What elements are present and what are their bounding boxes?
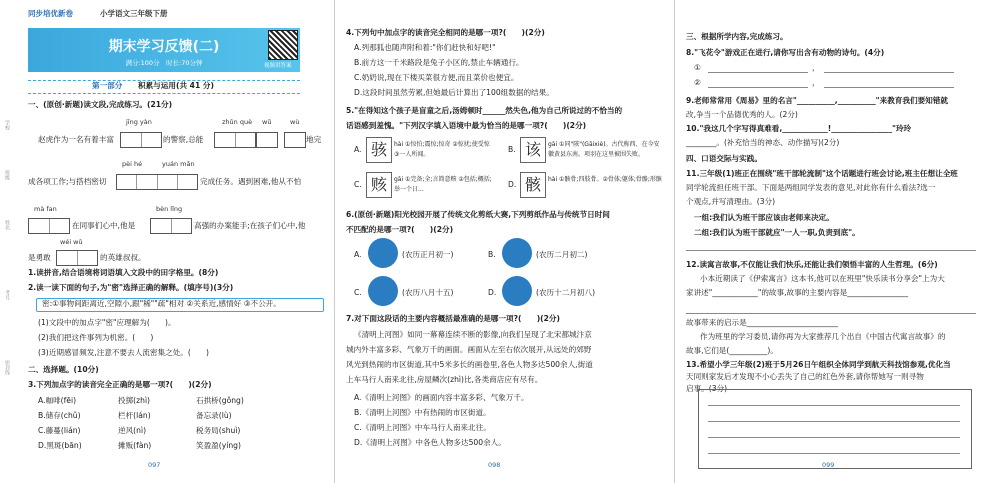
page-number: 097 xyxy=(148,461,161,469)
option-c[interactable]: C.奶奶说,现在下楼买菜很方便,而且菜价也便宜。 xyxy=(354,73,519,82)
text-line: 的英雄叔叔。 xyxy=(100,253,146,262)
notice-writing-box[interactable] xyxy=(698,389,972,469)
festival-date: (农历二月初二) xyxy=(536,250,588,259)
sub-question: (2)我们把这件事列为机密。( ) xyxy=(38,333,154,342)
option-a[interactable]: A. xyxy=(354,250,362,259)
question-1: 1.读拼音,结合语境将词语填入文段中的田字格里。(8分) xyxy=(28,268,219,277)
option-c: 税务局(shuì) xyxy=(196,426,241,435)
pinyin: yuán mǎn xyxy=(162,160,195,168)
page-divider xyxy=(674,0,675,483)
option-b[interactable]: B. xyxy=(488,250,496,259)
question-7: 7.对下面这段话的主要内容概括最准确的是哪一项?( )(2分) xyxy=(346,314,560,323)
dict-gloss: gāi ①完备;全;言简意赅 ②包括;概括;举一个日... xyxy=(394,176,492,193)
pinyin: jīng yàn xyxy=(126,118,152,126)
option-a[interactable]: A.《清明上河图》的画面内容丰富多彩、气象万千。 xyxy=(354,393,529,402)
answer-grid[interactable] xyxy=(120,132,162,148)
blank-marker: ， xyxy=(812,63,820,72)
question-11-cont: 个观点,并写清理由。(3分) xyxy=(686,197,776,206)
pinyin: zhǔn què xyxy=(222,118,253,126)
question-12-cont: 作为班里的学习委员,请你再为大家推荐几个出自《中国古代寓言故事》的 xyxy=(700,332,946,341)
question-5: 5."在得知这个孩子是盲童之后,汤姆顿时______然失色,他为自己所说过的不恰当的 xyxy=(346,106,623,115)
exam-title: 期末学习反馈(二) xyxy=(108,39,220,55)
answer-line[interactable] xyxy=(686,313,976,314)
option-c[interactable]: C.《清明上河图》中车马行人南来北往。 xyxy=(354,423,491,432)
question-12-cont: 故事带来的启示是________________________ xyxy=(686,318,838,327)
q-four-heading: 四、口语交际与实践。 xyxy=(686,154,762,163)
option-b: 备忘录(lù) xyxy=(196,411,232,420)
answer-grid[interactable] xyxy=(56,250,98,266)
option-d: 笑盈盈(yíng) xyxy=(196,441,241,450)
passage-line: 《清明上河图》如同一幕幕连续不断的影像,向我们呈现了北宋都城汴京 xyxy=(354,330,592,339)
brand: 同步培优新卷 xyxy=(28,9,73,18)
papercut-icon xyxy=(502,238,532,268)
question-13-cont: 天同则家发后才发现不小心丢失了自己的红色外套,请你帮她写一则寻物 xyxy=(686,372,924,381)
pinyin: pèi hé xyxy=(122,160,143,168)
answer-grid[interactable] xyxy=(28,218,70,234)
exam-meta: 满分:100分 时长:70分钟 xyxy=(125,59,203,67)
dict-gloss: hài ①惊怕;震惊;惊奇 ②惊扰;使受惊 ③一人所闻。 xyxy=(394,141,490,158)
qr-code-icon[interactable] xyxy=(268,30,298,60)
answer-line[interactable] xyxy=(708,87,808,88)
q-one-heading: 一、(原创·新题)读文段,完成练习。(21分) xyxy=(28,100,173,109)
question-12: 12.读寓言故事,不仅能让我们快乐,还能让我们领悟丰富的人生哲理。(6分) xyxy=(686,260,938,269)
part-label: 第一部分 xyxy=(92,81,123,90)
question-6-cont: 不匹配的是哪一项?( )(2分) xyxy=(346,225,454,234)
dict-char: 骇 xyxy=(366,137,392,163)
option-a[interactable]: A. xyxy=(354,145,362,154)
festival-date: (农历正月初一) xyxy=(402,250,454,259)
festival-date: (农历十二月初八) xyxy=(536,288,596,297)
option-d: 摊贩(fàn) xyxy=(118,441,152,450)
page-098 xyxy=(338,0,670,483)
writing-line[interactable] xyxy=(708,437,960,438)
part-title: 积累与运用(共 41 分) xyxy=(138,81,214,90)
qr-caption: 视频讲答案 xyxy=(264,63,292,69)
pinyin: wù xyxy=(290,118,300,126)
papercut-icon xyxy=(368,238,398,268)
option-b[interactable]: B.储存(chǔ) xyxy=(38,411,81,420)
sub-question: (1)文段中的加点字"密"应理解为( )。 xyxy=(38,318,176,327)
option-a: 石拱桥(gǒng) xyxy=(196,396,244,405)
question-12-cont: 家讲述"____________"的故事,故事的主要内容是________________ xyxy=(686,288,909,297)
writing-line[interactable] xyxy=(708,421,960,422)
page-number: 098 xyxy=(488,461,501,469)
group-opinion: 二组:我们认为班干部就应"一人一职,负责到底"。 xyxy=(694,228,860,237)
answer-grid[interactable] xyxy=(256,132,278,148)
answer-grid[interactable] xyxy=(116,174,198,190)
option-b[interactable]: B.《清明上河图》中有热闹的市区街道。 xyxy=(354,408,491,417)
seal-label-name: 姓名 xyxy=(4,220,10,230)
question-12-cont: 故事,它们是(__________)。 xyxy=(686,346,778,355)
festival-date: (农历八月十五) xyxy=(402,288,454,297)
pinyin: wéi wǔ xyxy=(60,238,83,246)
question-9-cont: 改,争当一个品德优秀的人。(2分) xyxy=(686,110,798,119)
group-opinion: 一组:我们认为班干部应该由老师来决定。 xyxy=(694,213,834,222)
text-line: 赵虎作为一名有着丰富 xyxy=(38,135,114,144)
writing-line[interactable] xyxy=(708,453,960,454)
option-b[interactable]: B.前方这一千米路段是兔子小区的,禁止车辆通行。 xyxy=(354,58,524,67)
question-4: 4.下列句中加点字的读音完全相同的是哪一项?( )(2分) xyxy=(346,28,545,37)
option-d[interactable]: D.黑斑(bān) xyxy=(38,441,82,450)
passage-line: 城内外丰富多彩、气象万千的画面。画面从左至右依次展开,从远处的郊野 xyxy=(346,345,592,354)
question-10-cont: ________。(补充恰当的神态、动作描写)(2分) xyxy=(686,138,840,147)
subject: 小学语文三年级下册 xyxy=(100,9,168,18)
answer-line[interactable] xyxy=(824,87,954,88)
question-6: 6.(原创·新题)阳光校园开展了传统文化剪纸大赛,下列剪纸作品与传统节日时间 xyxy=(346,210,610,219)
dict-gloss: gāi ①同"陔"(Gāixiè)。古代称西、在今安徽黄县东南。项羽在这里被围失败。 xyxy=(548,141,660,158)
question-11-cont: 同学轮流担任班干部。下面是两组同学发表的意见,对此你有什么看法?选一 xyxy=(686,183,936,192)
definition-text: 密:①事物间距离近,空隙小,跟"稀""疏"相对 ②关系近,感情好 ③不公开。 xyxy=(42,299,281,308)
writing-line[interactable] xyxy=(708,405,960,406)
pinyin: mà fan xyxy=(34,205,57,213)
text-line: 成各项工作;与搭档密切 xyxy=(28,177,107,186)
question-5-cont: 话语感到羞愧。"下列汉字填入语境中最为恰当的是哪一项?( )(2分) xyxy=(346,121,587,130)
dict-gloss: hài ①骸骨;四肢骨。②骨体;躯体;骨骼;形骸 xyxy=(548,176,662,183)
question-3: 3.下列加点字的读音完全正确的是哪一项?( )(2分) xyxy=(28,380,212,389)
question-13: 13.希望小学三年级(2)班于5月26日午组织全体同学到航天科技馆参观,优化当 xyxy=(686,360,951,369)
question-12-cont: 小本近期读了《伊索寓言》这本书,他可以在班里"快乐读书分享会"上为大 xyxy=(700,274,945,283)
text-line: 是勇敢 xyxy=(28,253,51,262)
option-c[interactable]: C. xyxy=(354,180,362,189)
text-line: 地完 xyxy=(306,135,322,144)
page-097 xyxy=(0,0,330,483)
option-c[interactable]: C.藤蔓(lián) xyxy=(38,426,81,435)
passage-line: 上车马行人南来北往,房屋鳞次(zhì)比,各类商店应有尽有。 xyxy=(346,375,543,384)
page-number: 099 xyxy=(822,461,835,469)
seal-label-line: 密封线 xyxy=(4,360,10,375)
option-d[interactable]: D. xyxy=(488,288,497,297)
text-line: 在同事们心中,他是 xyxy=(72,221,136,230)
option-c: 逆风(nì) xyxy=(118,426,147,435)
answer-line[interactable] xyxy=(708,72,808,73)
dict-char: 骸 xyxy=(520,172,546,198)
pinyin: wǔ xyxy=(262,118,272,126)
page-divider xyxy=(334,0,335,483)
papercut-icon xyxy=(368,276,398,306)
question-10: 10."我这几个字写得真难看,____________!________________"玲玲 xyxy=(686,124,912,133)
option-d[interactable]: D.这段时间虽然劳累,但她最后计算出了100组数据的结果。 xyxy=(354,88,554,97)
option-c[interactable]: C. xyxy=(354,288,362,297)
q-three-heading: 三、根据所学内容,完成练习。 xyxy=(686,32,788,41)
question-11: 11.三年级(1)班正在围绕"班干部轮流制"这个话题进行班会讨论,班主任想让全班 xyxy=(686,169,958,178)
option-a: 投掷(zhì) xyxy=(118,396,151,405)
title-banner xyxy=(28,28,300,72)
question-13-cont: 启事。(3分) xyxy=(686,384,728,393)
dict-char: 该 xyxy=(520,137,546,163)
seal-label-school: 学校 xyxy=(4,120,10,130)
option-a[interactable]: A.列那狐也随声附和着:"你们赶快和好吧!" xyxy=(354,43,496,52)
option-a[interactable]: A.咖啡(fēi) xyxy=(38,396,77,405)
blank-marker: ① xyxy=(694,63,701,72)
question-9: 9.老师常常用《周易》里的名言"__________,__________"来教育我们要知错就 xyxy=(686,96,948,105)
option-b: 栏杆(lán) xyxy=(118,411,151,420)
seal-label-id: 考号 xyxy=(4,290,10,300)
blank-marker: ② xyxy=(694,78,701,87)
text-line: 高强的办案能手;在孩子们心中,他 xyxy=(194,221,306,230)
text-line: 的警察,总能 xyxy=(163,135,204,144)
answer-grid[interactable] xyxy=(284,132,306,148)
question-8: 8."飞花令"游戏正在进行,请你写出含有动物的诗句。(4分) xyxy=(686,48,885,57)
option-d[interactable]: D.《清明上河图》中各色人物多达500余人。 xyxy=(354,438,506,447)
question-2: 2.读一读下面的句子,为"密"选择正确的解释。(填序号)(3分) xyxy=(28,283,234,292)
answer-grid[interactable] xyxy=(214,132,256,148)
pinyin: bèn lǐng xyxy=(156,205,183,213)
answer-grid[interactable] xyxy=(150,218,192,234)
blank-marker: ， xyxy=(812,78,820,87)
seal-label-class: 班级 xyxy=(4,170,10,180)
sub-question: (3)近期感冒频发,注意不要去人流密集之处。( ) xyxy=(38,348,209,357)
answer-line[interactable] xyxy=(686,250,976,251)
passage-line: 风光到热闹的市区街道,其中5米多长的画卷里,各色人物多达500余人,街道 xyxy=(346,360,593,369)
option-b[interactable]: B. xyxy=(508,145,516,154)
option-d[interactable]: D. xyxy=(508,180,517,189)
dict-char: 赅 xyxy=(366,172,392,198)
answer-line[interactable] xyxy=(824,72,954,73)
papercut-icon xyxy=(502,276,532,306)
q-two-heading: 二、选择题。(10分) xyxy=(28,365,99,374)
text-line: 完成任务。遇到困难,他从不怕 xyxy=(200,177,302,186)
